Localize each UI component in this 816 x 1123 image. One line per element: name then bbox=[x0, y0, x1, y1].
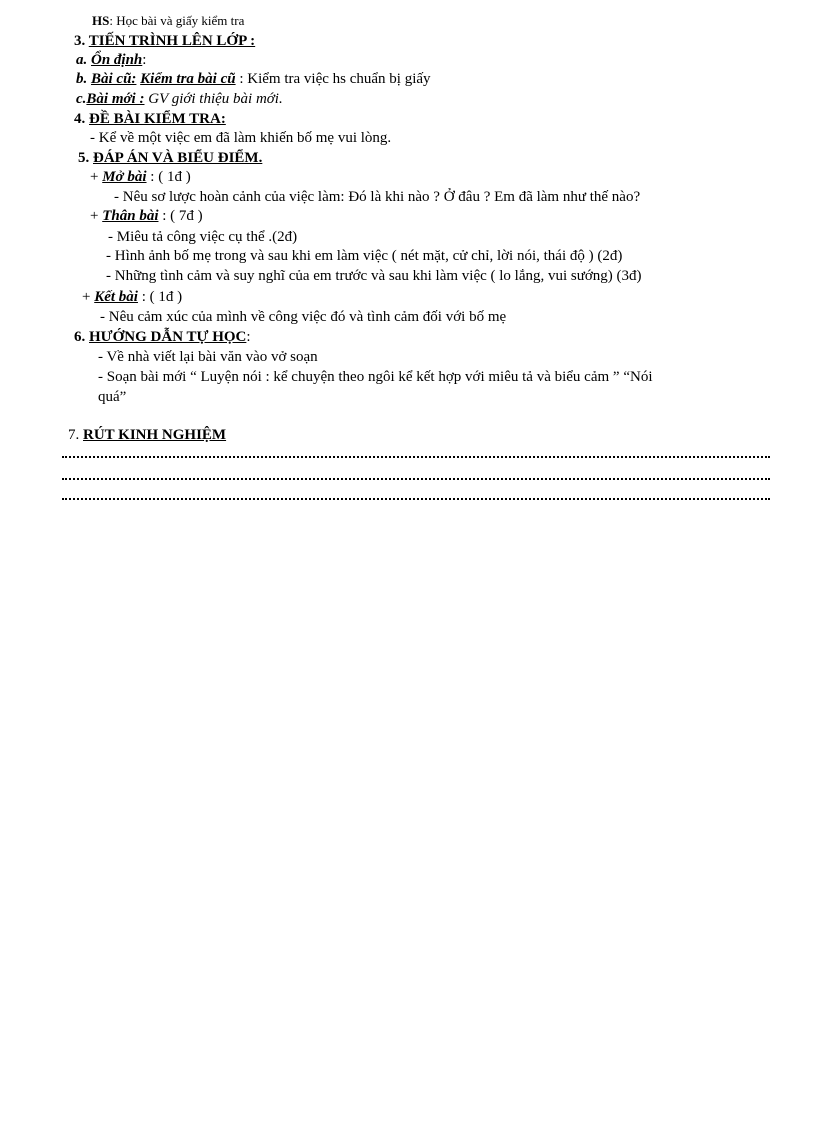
section-7-number: 7. bbox=[68, 427, 80, 443]
section-4-heading bbox=[74, 110, 226, 128]
ket-bai-item: - Nêu cảm xúc của mình về công việc đó và tình cảm đối với bố mẹ bbox=[100, 309, 507, 325]
section-7-heading bbox=[68, 426, 226, 444]
ket-bai-rest: : ( 1đ ) bbox=[141, 289, 183, 305]
section-7-title: RÚT KINH NGHIỆM bbox=[83, 427, 227, 443]
item-c-title: Bài mới : bbox=[86, 91, 145, 107]
mo-bai-heading bbox=[90, 168, 191, 186]
than-bai-heading bbox=[90, 207, 203, 225]
section-6-title: HƯỚNG DẪN TỰ HỌC bbox=[89, 329, 247, 345]
section-6-heading bbox=[74, 328, 251, 346]
ket-bai-heading bbox=[82, 288, 182, 306]
mo-bai-plus: + bbox=[90, 169, 99, 185]
dotted-line bbox=[62, 496, 770, 500]
section-5-title: ĐÁP ÁN VÀ BIỂU ĐIỂM. bbox=[93, 150, 263, 166]
item-a-title: Ổn định bbox=[91, 52, 143, 68]
than-bai-item: - Hình ảnh bố mẹ trong và sau khi em làm việc ( nét mặt, cử chỉ, lời nói, thái độ ) (2đ) bbox=[106, 248, 623, 264]
hs-line bbox=[92, 12, 244, 30]
item-b bbox=[76, 70, 431, 88]
item-c bbox=[76, 90, 283, 108]
mo-bai-rest: : ( 1đ ) bbox=[150, 169, 191, 185]
item-b-title: Bài cũ: bbox=[91, 71, 137, 87]
than-bai-plus: + bbox=[90, 208, 99, 224]
section-5-heading bbox=[78, 149, 262, 167]
than-bai-rest: : ( 7đ ) bbox=[162, 208, 203, 224]
dotted-line bbox=[62, 454, 770, 458]
mo-bai-item: - Nêu sơ lược hoàn cảnh của việc làm: Đó là khi nào ? Ở đâu ? Em đã làm như thế nào? bbox=[114, 189, 641, 205]
item-b-prefix: b. bbox=[76, 71, 88, 87]
section-3-heading bbox=[74, 32, 255, 50]
section-5-number: 5. bbox=[78, 150, 90, 166]
item-a-rest: : bbox=[142, 52, 147, 68]
ket-bai-plus: + bbox=[82, 289, 91, 305]
item-c-rest: GV giới thiệu bài mới. bbox=[148, 91, 283, 107]
section-6-item: - Soạn bài mới “ Luyện nói : kể chuyện theo ngôi kể kết hợp với miêu tả và biểu cảm ” “Nói bbox=[98, 369, 653, 385]
section-6-item: - Về nhà viết lại bài văn vào vở soạn bbox=[98, 349, 318, 365]
than-bai-item: - Những tình cảm và suy nghĩ của em trước và sau khi làm việc ( lo lắng, vui sướng) (3đ) bbox=[106, 268, 642, 284]
hs-label: HS bbox=[92, 13, 110, 28]
section-4-title: ĐỀ BÀI KIỂM TRA: bbox=[89, 111, 226, 127]
item-a bbox=[76, 51, 146, 69]
mo-bai-title: Mở bài bbox=[102, 169, 147, 185]
item-b-rest: : Kiểm tra việc hs chuẩn bị giấy bbox=[239, 71, 431, 87]
dotted-line bbox=[62, 476, 770, 480]
section-6-number: 6. bbox=[74, 329, 86, 345]
item-c-prefix: c. bbox=[76, 91, 87, 107]
section-6-colon: : bbox=[246, 329, 251, 345]
than-bai-title: Thân bài bbox=[102, 208, 159, 224]
section-3-title: TIẾN TRÌNH LÊN LỚP : bbox=[88, 33, 256, 49]
ket-bai-title: Kết bài bbox=[94, 289, 138, 305]
item-a-prefix: a. bbox=[76, 52, 88, 68]
than-bai-item: - Miêu tả công việc cụ thể .(2đ) bbox=[108, 229, 298, 245]
section-4-item: - Kể về một việc em đã làm khiến bố mẹ vui lòng. bbox=[90, 130, 392, 146]
section-4-number: 4. bbox=[74, 111, 86, 127]
section-3-number: 3. bbox=[74, 33, 86, 49]
hs-text: : Học bài và giấy kiểm tra bbox=[109, 13, 245, 28]
item-b-title2: Kiểm tra bài cũ bbox=[140, 71, 236, 87]
section-6-item-continued: quá” bbox=[98, 389, 127, 405]
